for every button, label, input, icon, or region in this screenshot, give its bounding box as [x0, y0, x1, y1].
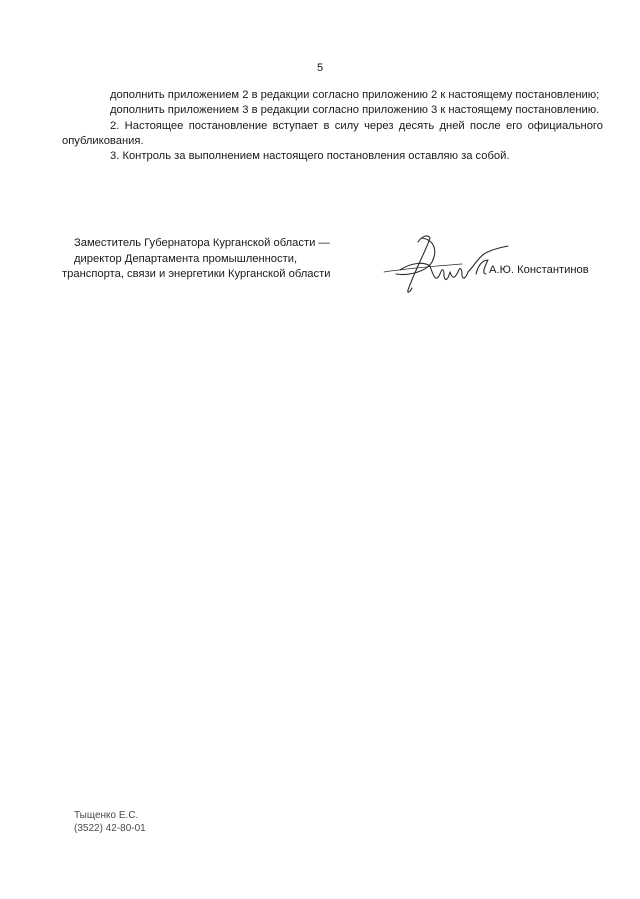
signer-position-line: транспорта, связи и энергетики Курганской области [62, 268, 331, 280]
executor-footer [74, 810, 146, 835]
document-body [62, 88, 603, 164]
signer-position-line: Заместитель Губернатора Курганской области — [74, 237, 330, 249]
executor-phone: (3522) 42-80-01 [74, 822, 146, 834]
paragraph-addendum-2: дополнить приложением 2 в редакции согласно приложению 2 к настоящему постановлению; [110, 89, 600, 101]
executor-name: Тыщенко Е.С. [74, 810, 139, 821]
paragraph-effective-date: 2. Настоящее постановление вступает в силу через десять дней после его официального опубликования. [62, 119, 603, 147]
page-number: 5 [316, 62, 324, 74]
paragraph-addendum-3: дополнить приложением 3 в редакции согласно приложению 3 к настоящему постановлению. [110, 104, 600, 117]
signer-position-line: директор Департамента промышленности, [74, 252, 298, 265]
paragraph-control: 3. Контроль за выполнением настоящего постановления оставляю за собой. [110, 150, 510, 163]
signer-name: А.Ю. Константинов [489, 264, 589, 276]
